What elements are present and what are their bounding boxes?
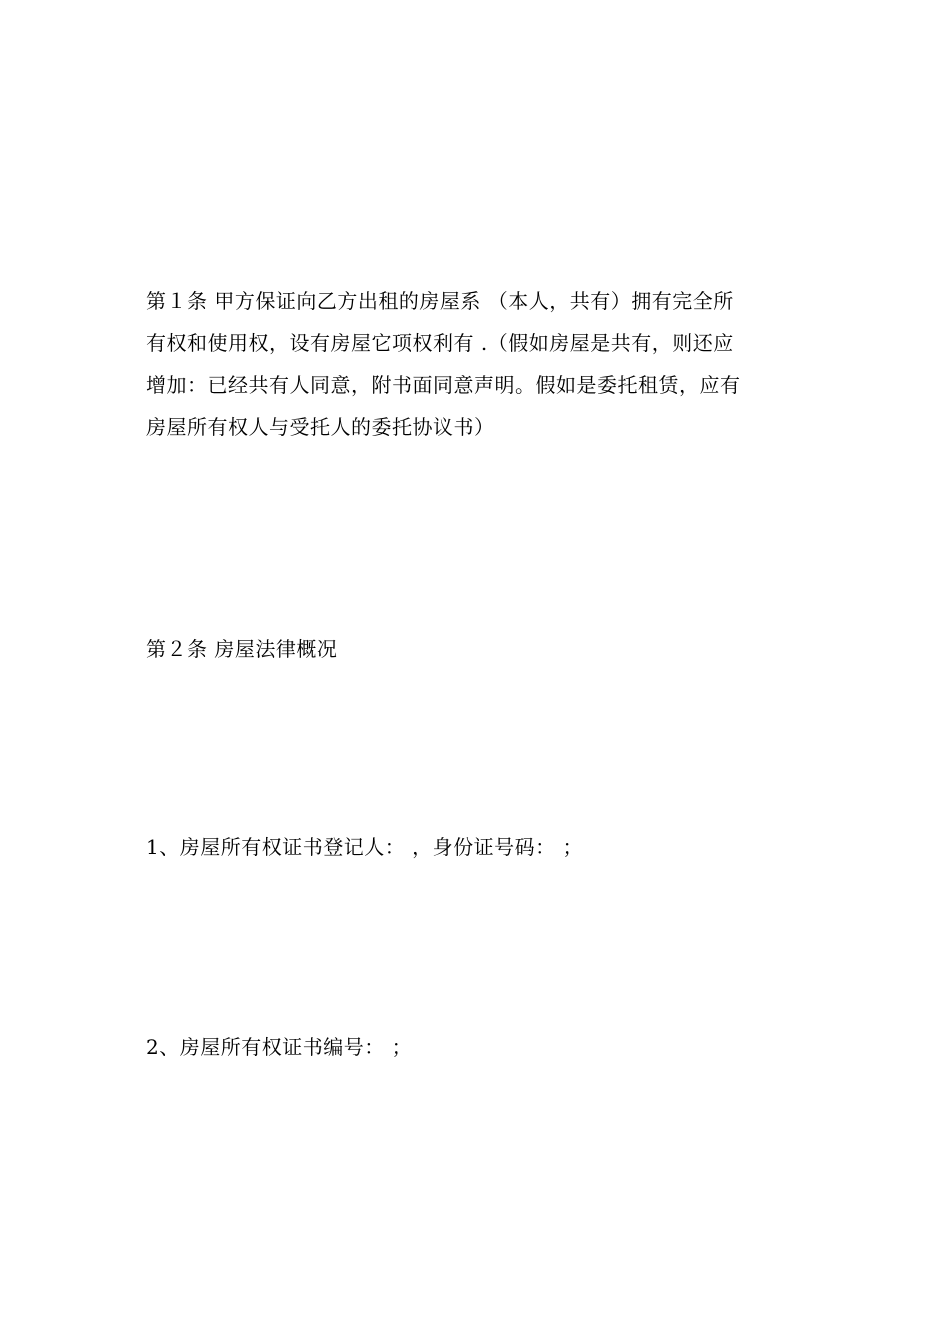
item-2-text: 2、房屋所有权证书编号： ； xyxy=(146,1035,413,1059)
article-2-heading xyxy=(146,628,806,670)
item-2-paragraph xyxy=(146,1026,806,1068)
item-1-paragraph xyxy=(146,826,806,868)
article-1-line-1: 第１条 甲方保证向乙方出租的房屋系 （本人，共有）拥有完全所 xyxy=(146,289,734,313)
article-1-paragraph xyxy=(146,280,806,448)
item-1-text: 1、房屋所有权证书登记人： ，身份证号码： ； xyxy=(146,835,583,859)
article-1-line-2: 有权和使用权，设有房屋它项权利有 .（假如房屋是共有，则还应 xyxy=(146,331,734,355)
article-1-line-4: 房屋所有权人与受托人的委托协议书） xyxy=(146,415,495,439)
article-2-heading-text: 第２条 房屋法律概况 xyxy=(146,637,338,661)
article-1-line-3: 增加：已经共有人同意，附书面同意声明。假如是委托租赁，应有 xyxy=(146,373,741,397)
